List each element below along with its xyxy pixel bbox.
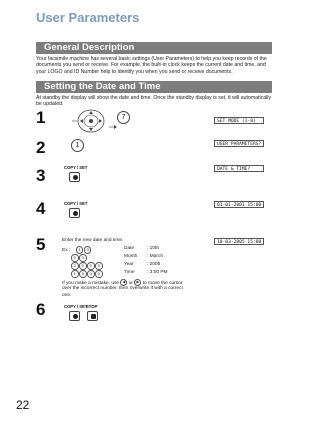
keypad-key: 0	[79, 262, 87, 270]
general-description-text: Your facsimile machine has several basic settings (User Parameters) to help you keep records of the documents you send or receive. For example, the built-in clock keeps the current date and time, and your LOGO and ID Number help to identify you when you send or receive documents.	[36, 56, 267, 75]
start-icon	[73, 175, 78, 180]
mistake-note-line-3: one.	[62, 293, 72, 298]
lcd-display: 10-03-2005 15:00	[214, 238, 264, 245]
step-number: 6	[36, 300, 46, 319]
example-field: Date	[124, 246, 135, 251]
lcd-display: SET MODE (1-8)	[214, 117, 264, 124]
section-header-general: General Description	[36, 42, 272, 54]
keypad-key: 3	[79, 254, 87, 262]
step-5-intro: Enter the new date and time.	[62, 238, 124, 243]
step-number: 4	[36, 199, 46, 218]
keypad-key: 0	[87, 262, 95, 270]
example-field: Time	[124, 270, 135, 275]
example-row-year	[71, 262, 161, 270]
keypad-key: 1	[71, 270, 79, 278]
right-arrow-icon: ▶	[134, 279, 141, 286]
keypad-key: 0	[71, 254, 79, 262]
step-number: 3	[36, 166, 46, 185]
example-value: : 3:00 PM	[147, 270, 168, 275]
mistake-note-line-1	[62, 279, 182, 286]
lcd-display: 01-01-2001 15:00	[214, 201, 264, 208]
keypad-key: 1	[76, 246, 84, 254]
example-field: Year	[124, 262, 134, 267]
copy-set-button[interactable]	[69, 311, 80, 321]
keypad-key: 0	[84, 246, 92, 254]
section-header-date-time: Setting the Date and Time	[36, 81, 272, 93]
keypad-key: 5	[95, 262, 103, 270]
note-text: If you make a mistake, use	[62, 280, 120, 286]
keypad-key: 2	[71, 262, 79, 270]
keypad-key-7[interactable]: 7	[117, 111, 130, 124]
keypad-key: 5	[79, 270, 87, 278]
stop-icon	[91, 314, 96, 319]
step-number: 1	[36, 108, 46, 127]
example-field: Month	[124, 254, 138, 259]
arrow-right-icon	[109, 117, 117, 123]
keypad-key-1[interactable]: 1	[71, 139, 84, 152]
stop-button[interactable]	[87, 311, 98, 321]
page-number: 22	[16, 398, 30, 412]
example-value: : March	[147, 254, 163, 259]
copy-set-button[interactable]	[69, 208, 80, 218]
mistake-note-line-2: over the incorrect number, then overwrite it with a correct	[62, 286, 183, 291]
example-value: : 10th	[147, 246, 160, 251]
note-text: to move the cursor	[142, 280, 183, 286]
keypad-function-icon	[72, 108, 108, 134]
start-icon	[73, 314, 78, 319]
copy-set-label: COPY / SET	[64, 201, 88, 206]
lcd-display: DATE & TIME?	[214, 165, 264, 172]
keypad-key: 0	[87, 270, 95, 278]
note-text: or	[128, 280, 134, 286]
example-value: : 2005	[147, 262, 161, 267]
step-number: 2	[36, 138, 46, 157]
lcd-display: USER PARAMETERS?	[214, 140, 264, 147]
copy-set-label: COPY / SET	[64, 304, 88, 309]
page-title: User Parameters	[36, 10, 140, 25]
step-number: 5	[36, 235, 46, 254]
date-time-intro-text: At standby the display will show the date and time. Once the standby display is set, it will automatically be updated.	[36, 95, 271, 108]
start-icon	[73, 211, 78, 216]
example-label: Ex :	[62, 248, 71, 254]
left-arrow-icon: ◀	[120, 279, 127, 286]
stop-label: STOP	[86, 304, 98, 309]
example-row-month	[71, 254, 163, 262]
keypad-key: 0	[95, 270, 103, 278]
copy-set-label: COPY / SET	[64, 165, 88, 170]
example-row-date	[62, 246, 160, 254]
example-row-time	[71, 270, 168, 278]
copy-set-button[interactable]	[69, 172, 80, 182]
